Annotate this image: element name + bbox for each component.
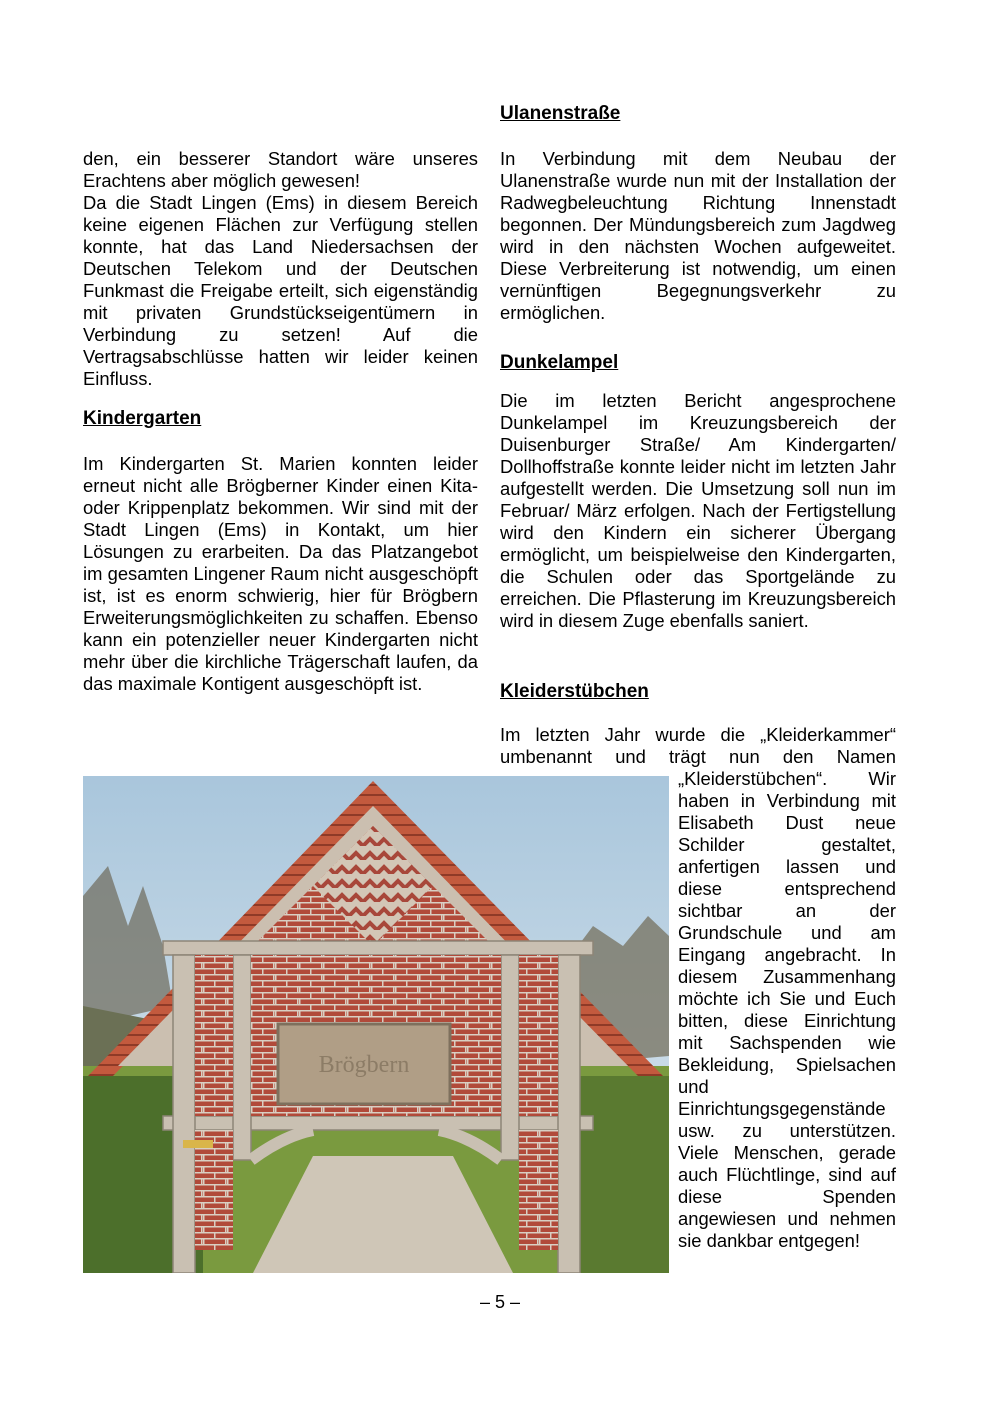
- dunkelampel-heading: Dunkelampel: [500, 352, 619, 373]
- dunkelampel-paragraph: Die im letzten Bericht angesprochene Dunkelampel im Kreuzungsbereich der Duisenburger Straße/ Am Kindergarten/ Dollhoffstraße konnte leider nicht im letzten Jahr aufgestellt werden. Die Umsetzung soll nun im Februar/ März erfolgen. Nach der Fertigstellung wird den Kindern ein sicherer Übergang ermöglicht, um beispielweise den Kindergarten, die Schulen oder das Sportgelände zu erreichen. Die Pflasterung im Kreuzungsbereich wird in diesem Zuge ebenfalls saniert.: [500, 390, 896, 631]
- village-sign-photo: [83, 776, 669, 1273]
- small-plaque: [183, 1140, 213, 1148]
- intro-paragraph: den, ein besserer Standort wäre unseres Erachtens aber möglich gewesen! Da die Stadt Lingen (Ems) in diesem Bereich keine eigenen Flächen zur Verfügung stellen konnte, hat das Land Niedersachsen der Deutschen Telekom und der Deutschen Funkmast die Freigabe erteilt, sich eigenständig mit privaten Grundstückseigentümern in Verbindung zu setzen! Auf die Vertragsabschlüsse hatten wir leider keinen Einfluss.: [83, 148, 478, 389]
- ulanenstrasse-paragraph: In Verbindung mit dem Neubau der Ulanenstraße wurde nun mit der Installation der Radwegbeleuchtung Richtung Innenstadt begonnen. Der Mündungsbereich zum Jagdweg wird in den nächsten Wochen aufgeweitet. Diese Verbreiterung ist notwendig, um einen vernünftigen Begegnungsverkehr zu ermöglichen.: [500, 148, 896, 323]
- kleiderstuebchen-paragraph-wide: Im letzten Jahr wurde die „Kleiderkammer“ umbenannt und trägt nun den Namen: [500, 724, 896, 767]
- page-number: – 5 –: [479, 1292, 521, 1312]
- kindergarten-paragraph: Im Kindergarten St. Marien konnten leider erneut nicht alle Brögberner Kinder einen Kita- oder Krippenplatz bekommen. Wir sind mit der Stadt Lingen (Ems) in Kontakt, um hier Lösungen zu erarbeiten. Da das Platzangebot im gesamten Lingener Raum nicht ausgeschöpft ist, ist es enorm schwierig, hier für Brögbern Erweiterungsmöglichkeiten zu schaffen. Ebenso kann ein potenzieller neuer Kindergarten nicht mehr über die kirchliche Trägerschaft laufen, da das maximale Kontigent ausgeschöpft ist.: [83, 453, 478, 694]
- ulanenstrasse-heading: Ulanenstraße: [500, 103, 621, 124]
- kleiderstuebchen-paragraph-narrow: „Kleiderstübchen“. Wir haben in Verbindung mit Elisabeth Dust neue Schilder gestaltet, anfertigen lassen und diese entsprechend sichtbar an der Grundschule und am Eingang angebracht. In diesem Zusammenhang möchte ich Sie und Euch bitten, diese Einrichtung mit Sachspenden wie Bekleidung, Spielsachen und Einrichtungsgegenstände usw. zu unterstützen. Viele Menschen, gerade auch Flüchtlinge, sind auf diese Spenden angewiesen und nehmen sie dankbar entgegen!: [678, 768, 896, 1251]
- kindergarten-heading: Kindergarten: [83, 408, 202, 429]
- village-name-text: Brögbern: [318, 1052, 410, 1078]
- kleiderstuebchen-heading: Kleiderstübchen: [500, 681, 649, 702]
